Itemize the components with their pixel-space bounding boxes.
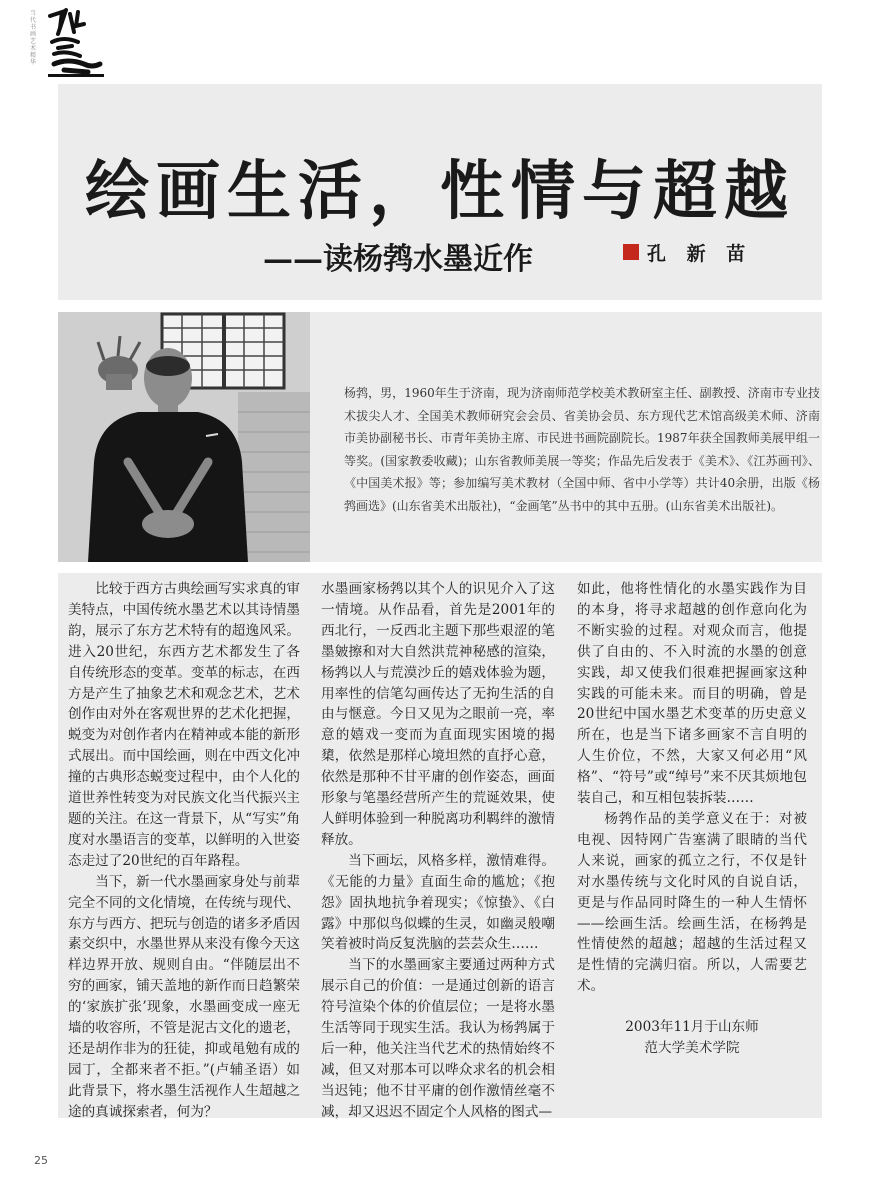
- article-column-2: [321, 579, 555, 1123]
- article-title: 绘画生活，性情与超越: [85, 154, 795, 229]
- signature-line: 范大学美术学院: [644, 1040, 740, 1057]
- article-column-1: [68, 579, 300, 1123]
- article-paragraph: 当下画坛，风格多样，激情难得。《无能的力量》直面生命的尴尬；《抱怨》固执地抗争着现实；《惊蛰》、《白露》中那似鸟似蝶的生灵，如幽灵般嘲笑着被时尚反复洗脑的芸芸众生……: [321, 852, 555, 953]
- article-signature: [577, 1017, 807, 1059]
- page-number: 25: [34, 1154, 48, 1167]
- series-vertical-text: 当代书画艺术精华: [30, 10, 37, 66]
- article-paragraph: 杨鹁作品的美学意义在于：对被电视、因特网广告塞满了眼睛的当代人来说，画家的孤立之行，不仅是针对水墨传统与文化时风的自说自话，更是与作品同时降生的一种人生情怀——绘画生活。绘画生活，在杨鹁是性情使然的超越；超越的生活过程又是性情的完满归宿。所以，人需要艺术。: [577, 810, 807, 995]
- artist-portrait-photo: [58, 312, 310, 562]
- article-paragraph: 当下的水墨画家主要通过两种方式展示自己的价值：一是通过创新的语言符号渲染个体的价值层位；一是将水墨生活等同于现实生活。我认为杨鹁属于后一种，他关注当代艺术的热情始终不减，但又对那本可以哗众求名的机会相当迟钝；他不甘平庸的创作激情丝毫不减，却又迟迟不固定个人风格的图式—: [321, 957, 555, 1120]
- article-paragraph: 当下，新一代水墨画家身处与前辈完全不同的文化情境，在传统与现代、东方与西方、把玩与创造的诸多矛盾因素交织中，水墨世界从来没有像今天这样边界开放、规则自由。“伴随层出不穷的画家，铺天盖地的新作而日趋繁荣的‘家族扩张’现象，水墨画变成一座无墙的收容所，不管是泥古文化的遗老，还是胡作非为的狂徒，抑或黾勉有成的园丁，全都来者不拒。”(卢辅圣语）如此背景下，将水墨生活视作人生超越之途的真诚探索者，何为？: [68, 873, 300, 1120]
- red-square-marker-icon: [623, 244, 639, 260]
- author-byline: [623, 240, 752, 264]
- artist-bio-text: 杨鹁，男，1960年生于济南，现为济南师范学校美术教研室主任、副教授、济南市专业技术拔尖人才、全国美术教师研究会会员、省美协会员、东方现代艺术馆高级美术师、济南市美协副秘书长、市青年美协主席、市民进书画院副院长。1987年获全国教师美展甲组一等奖。(国家教委收藏)；山东省教师美展一等奖；作品先后发表于《美术》、《江苏画刊》、《中国美术报》等；参加编写美术教材（全国中师、省中小学等）共计40余册，出版《杨鹁画选》(山东省美术出版社)，“金画笔”丛书中的其中五册。(山东省美术出版社)。: [344, 386, 820, 513]
- portrait-illustration-icon: [58, 312, 310, 562]
- artist-bio-panel: [58, 312, 822, 562]
- article-body: [58, 573, 822, 1118]
- article-paragraph: 水墨画家杨鹁以其个人的识见介入了这一情境。从作品看，首先是2001年的西北行，一反西北主题下那些艰涩的笔墨皴擦和对大自然洪荒神秘感的渲染，杨鹁以人与荒漠沙丘的嬉戏体验为题，用率性的信笔勾画传达了无拘生活的自由与惬意。今日又见为之眼前一亮，率意的嬉戏一变而为直面现实困境的揭橥，依然是那样心境坦然的直抒心意，依然是那种不甘平庸的创作姿态，画面形象与笔墨经营所产生的荒诞效果，使人鲜明体验到一种脱离功利羁绊的激情释放。: [321, 581, 555, 848]
- signature-line: 2003年11月于山东师: [625, 1019, 759, 1036]
- article-paragraph: 比较于西方古典绘画写实求真的审美特点，中国传统水墨艺术以其诗情墨韵，展示了东方艺术特有的超逸风采。进入20世纪，东西方艺术都发生了各自传统形态的变革。变革的标志，在西方是产生了抽象艺术和观念艺术，艺术创作由对外在客观世界的艺术化把握，蜕变为对创作者内在精神或本能的新形式展出。而中国绘画，则在中西文化冲撞的古典形态蜕变过程中，由个人化的道世养性转变为对民族文化当代振兴主题的关注。在这一背景下，从“写实”角度对水墨语言的变革，以鲜明的入世姿态走过了20世纪的百年路程。: [68, 581, 300, 869]
- calligraphy-logo-icon: [44, 6, 108, 78]
- article-column-3: [577, 579, 807, 1059]
- title-panel: [58, 84, 822, 300]
- article-paragraph: 如此，他将性情化的水墨实践作为目的本身，将寻求超越的创作意向化为不断实验的过程。对观众而言，他提供了自由的、不入时流的水墨的创意实践，却又使我们很难把握画家这种实践的可能未来。而目的明确，曾是20世纪中国水墨艺术变革的历史意义所在，也是当下诸多画家不言自明的人生价位，不然，大家又何必用“风格”、“符号”或“绰号”来不厌其烦地包装自己，和互相包装拆装……: [577, 581, 807, 807]
- author-name: 孔 新 苗: [647, 242, 753, 265]
- magazine-logo: [30, 6, 110, 78]
- article-subtitle: ——读杨鹁水墨近作: [263, 242, 533, 277]
